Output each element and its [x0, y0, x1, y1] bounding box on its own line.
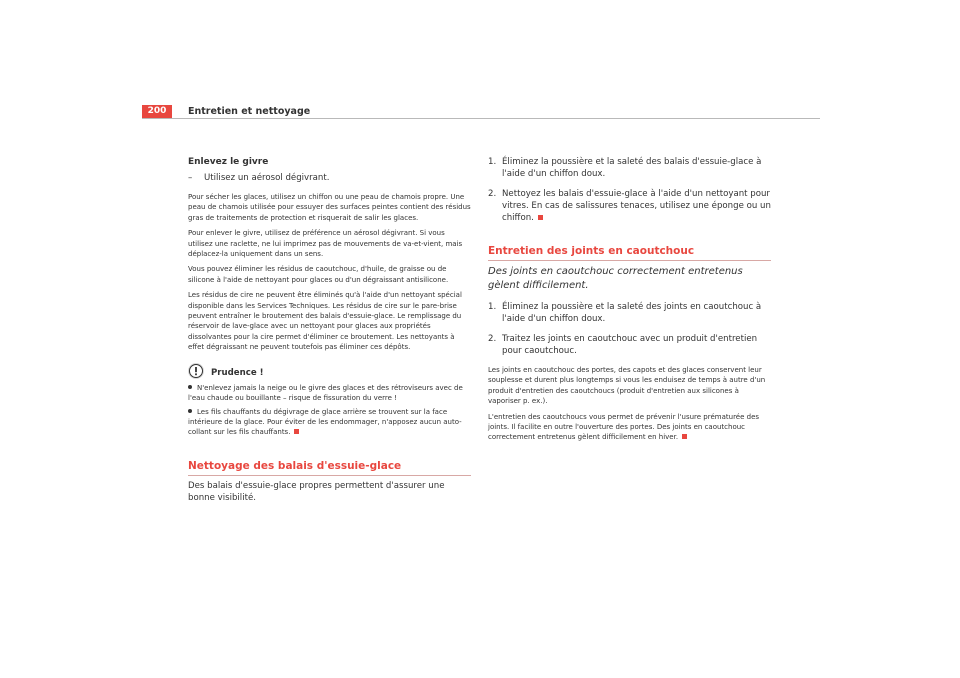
end-of-section-icon [682, 434, 687, 439]
wiper-step: 1. Éliminez la poussière et la saleté des balais d'essuie-glace à l'aide d'un chiffon doux. [488, 157, 762, 179]
paragraph: Vous pouvez éliminer les résidus de caoutchouc, d'huile, de graisse ou de silicone à l'aide de nettoyant pour glaces ou d'un dégraissant antisilicone. [188, 265, 449, 284]
wiper-intro: Des balais d'essuie-glace propres permettent d'assurer une bonne visibilité. [188, 480, 445, 503]
warning-item: Les fils chauffants du dégivrage de glace arrière se trouvent sur la face intérieure de la glace. Pour éviter de les endommager, n'apposez aucun auto-collant sur les fils chauffants. [188, 407, 462, 436]
dash-marker: – [188, 173, 193, 183]
wiper-section [188, 459, 471, 504]
frost-step [188, 172, 471, 184]
paragraph: Pour sécher les glaces, utilisez un chiffon ou une peau de chamois propre. Une peau de chamois utilisée pour essuyer des surfaces peintes contient des résidus gras de traitements de protection et risquerait de salir les glaces. [188, 193, 471, 222]
header-rule [142, 118, 820, 119]
paragraph: L'entretien des caoutchoucs vous permet de prévenir l'usure prématurée des joints. Il facilite en outre l'ouverture des portes. Des joints en caoutchouc correctement entretenus gèlent difficilement en hiver. [488, 412, 760, 442]
warning-item: N'enlevez jamais la neige ou le givre des glaces et des rétroviseurs avec de l'eau chaude ou bouillante – risque de fissuration du verre ! [188, 383, 463, 402]
page-header-title: Entretien et nettoyage [188, 106, 311, 117]
bullet-icon [188, 385, 192, 389]
paragraph: Les résidus de cire ne peuvent être éliminés qu'à l'aide d'un nettoyant spécial disponible dans les Services Techniques. Les résidus de cire sur le pare-brise peuvent entraîner le broutement des balais d'essuie-glace. Le remplissage du réservoir de lave-glace avec un nettoyant pour glaces aux propriétés dissolvantes pour la cire permet d'éliminer ce broutement. Les nettoyants à effet dégraissant ne peuvent toutefois pas éliminer ces dépôts. [188, 291, 462, 352]
step-number: 1. [488, 302, 497, 312]
frost-heading: Enlevez le givre [188, 157, 269, 167]
seal-intro: Des joints en caoutchouc correctement entretenus gèlent difficilement. [488, 266, 743, 291]
seal-step: 2. Traitez les joints en caoutchouc avec un produit d'entretien pour caoutchouc. [488, 334, 758, 356]
right-column [488, 156, 771, 448]
end-of-section-icon [294, 429, 299, 434]
left-column [188, 156, 471, 504]
page-number: 200 [142, 105, 172, 118]
warning-box [188, 363, 471, 437]
step-number: 2. [488, 334, 497, 344]
step-number: 1. [488, 157, 497, 167]
frost-step-text: Utilisez un aérosol dégivrant. [204, 173, 330, 183]
wiper-step: 2. Nettoyez les balais d'essuie-glace à l'aide d'un nettoyant pour vitres. En cas de salissures tenaces, utilisez une éponge ou un chiffon. [488, 189, 771, 223]
section-title-wipers: Nettoyage des balais d'essuie-glace [188, 459, 471, 476]
end-of-section-icon [538, 215, 543, 220]
warning-icon [188, 363, 204, 379]
step-number: 2. [488, 189, 497, 199]
bullet-icon [188, 409, 192, 413]
seal-step: 1. Éliminez la poussière et la saleté des joints en caoutchouc à l'aide d'un chiffon doux. [488, 302, 762, 324]
seal-section [488, 244, 771, 443]
warning-title: Prudence ! [211, 367, 264, 378]
paragraph: Pour enlever le givre, utilisez de préférence un aérosol dégivrant. Si vous utilisez une raclette, ne lui imprimez pas de mouvements de va-et-vient, mais déplacez-la uniquement dans un sens. [188, 229, 463, 259]
warning-header [188, 363, 471, 379]
section-title-seals: Entretien des joints en caoutchouc [488, 244, 771, 261]
paragraph: Les joints en caoutchouc des portes, des capots et des glaces conservent leur souplesse et durent plus longtemps si vous les enduisez de temps à autre d'un produit d'entretien des caoutchoucs (produit d'entretien aux silicones à vaporiser p. ex.). [488, 366, 766, 406]
